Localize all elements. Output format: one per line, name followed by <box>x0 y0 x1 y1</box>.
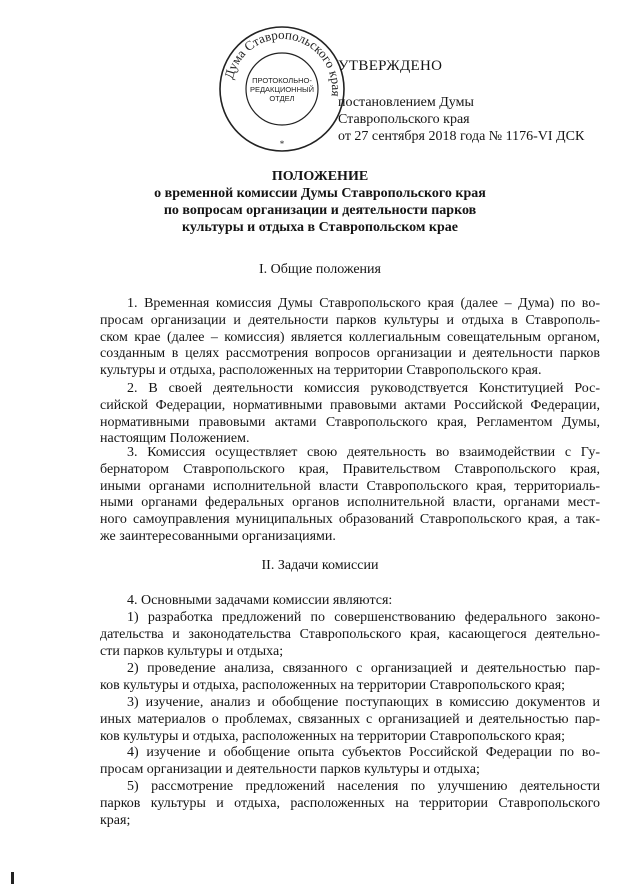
scan-mark <box>11 872 14 884</box>
paragraph-line: настоящим Положением. <box>100 431 250 447</box>
paragraph-line: парков культуры и отдыха, расположенных на территории Ставропольского <box>100 795 600 811</box>
paragraph <box>100 593 600 610</box>
approval-line: Ставропольского края <box>338 112 470 127</box>
approval-details <box>338 94 584 145</box>
title-line: ПОЛОЖЕНИЕ <box>271 169 369 184</box>
stamp-star-icon: * <box>279 139 285 149</box>
paragraph <box>100 381 600 448</box>
paragraph-line: сти парков культуры и отдыха; <box>100 643 284 659</box>
paragraph <box>100 745 600 779</box>
title-line: культуры и отдыха в Ставропольском крае <box>181 220 458 235</box>
paragraph-line: просам организации и деятельности парков культуры и отдыха в Ставрополь- <box>100 312 600 328</box>
paragraph-line: 3. Комиссия осуществляет свою деятельность во взаимодействии с Гу- <box>127 445 600 460</box>
department-stamp <box>218 25 346 153</box>
stamp-center-line: ОТДЕЛ <box>269 94 295 103</box>
paragraph-line: иными органами исполнительной власти Ставропольского края, территориаль- <box>100 478 600 494</box>
paragraph-line: ными органами федеральных органов исполнительной власти, органами мест- <box>100 495 600 511</box>
paragraph <box>100 661 600 695</box>
paragraph <box>100 610 600 660</box>
paragraph-line: иных материалов о проблемах, связанных с организацией и деятельностью пар- <box>100 711 600 727</box>
paragraph-line: 4) изучение и обобщение опыта субъектов Российской Федерации по во- <box>127 745 600 760</box>
paragraph-line: 3) изучение, анализ и обобщение поступающих в комиссию документов и <box>127 695 600 710</box>
paragraph-line: края; <box>100 812 131 828</box>
paragraph-line: 1) разработка предложений по совершенствованию федерального законо- <box>127 610 600 625</box>
paragraph-line: сийской Федерации, нормативными правовыми актами Российской Федерации, <box>100 397 600 413</box>
paragraph-line: же заинтересованными организациями. <box>100 528 336 544</box>
paragraph-line: бернатором Ставропольского края, Правительством Ставропольского края, <box>100 461 600 477</box>
approval-line: от 27 сентября 2018 года № 1176-VI ДСК <box>338 129 585 144</box>
stamp-ring-text: Дума Ставропольского края <box>221 26 345 98</box>
section-heading: I. Общие положения <box>259 262 381 277</box>
paragraph <box>100 445 600 546</box>
paragraph <box>100 296 600 380</box>
approval-line: постановлением Думы <box>338 95 474 110</box>
paragraph-line: нормативными правовыми актами Ставропольского края, Регламентом Думы, <box>100 414 600 430</box>
stamp-center-line: РЕДАКЦИОННЫЙ <box>249 85 315 94</box>
approval-heading: УТВЕРЖДЕНО <box>338 58 443 74</box>
paragraph-line: 5) рассмотрение предложений населения по улучшению деятельности <box>127 779 600 794</box>
paragraph <box>100 779 600 829</box>
section-heading: II. Задачи комиссии <box>261 558 379 573</box>
title-line: о временной комиссии Думы Ставропольского края <box>154 186 486 201</box>
paragraph-line: 2) проведение анализа, связанного с организацией и деятельностью пар- <box>127 661 600 676</box>
paragraph-line: просам организации и деятельности парков культуры и отдыха; <box>100 761 480 777</box>
paragraph-line: 1. Временная комиссия Думы Ставропольского края (далее – Дума) по во- <box>127 296 600 311</box>
paragraph-line: 4. Основными задачами комиссии являются: <box>127 593 393 608</box>
paragraph <box>100 695 600 745</box>
paragraph-line: ного самоуправления муниципальных образований Ставропольского края, а так- <box>100 512 600 528</box>
paragraph-line: дательства и законодательства Ставропольского края, касающегося деятельно- <box>100 626 600 642</box>
paragraph-line: ском крае (далее – комиссия) является коллегиальным совещательным органом, <box>100 329 600 345</box>
document-title <box>100 168 540 236</box>
paragraph-line: ков культуры и отдыха, расположенных на территории Ставропольского края; <box>100 728 566 744</box>
title-line: по вопросам организации и деятельности парков <box>163 203 477 218</box>
paragraph-line: созданным в целях рассмотрения вопросов организации и деятельности парков <box>100 346 600 362</box>
stamp-center-line: ПРОТОКОЛЬНО- <box>252 76 312 85</box>
paragraph-line: ков культуры и отдыха, расположенных на территории Ставропольского края; <box>100 677 566 693</box>
paragraph-line: 2. В своей деятельности комиссия руководствуется Конституцией Рос- <box>127 381 600 396</box>
paragraph-line: культуры и отдыха, расположенных на территории Ставропольского края. <box>100 363 542 379</box>
